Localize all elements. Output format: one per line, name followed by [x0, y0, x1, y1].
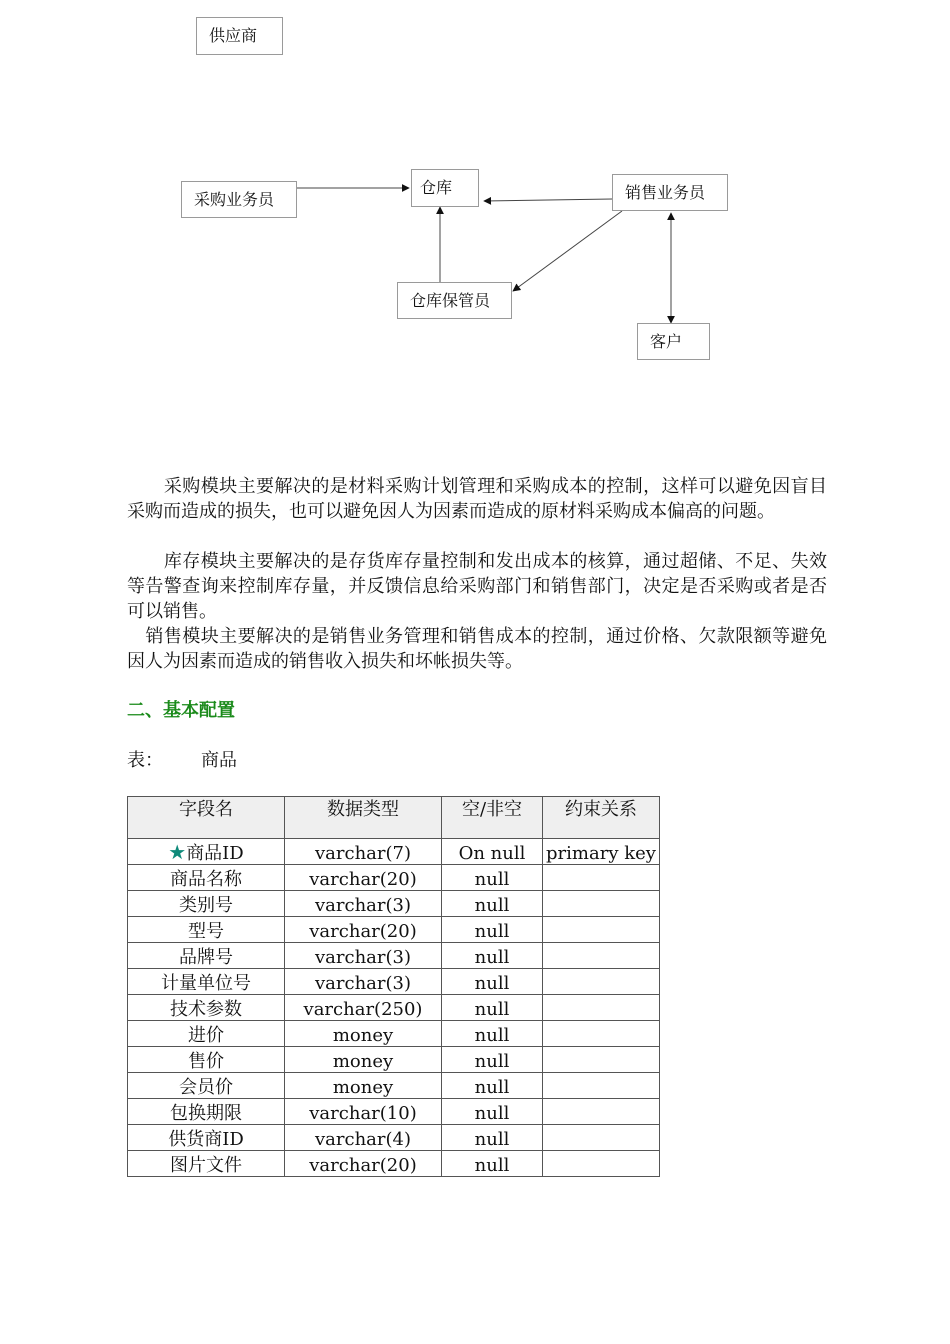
node-supplier: 供应商	[196, 17, 283, 55]
cell-constraint	[543, 1021, 660, 1047]
cell-field-name: 供货商ID	[128, 1125, 285, 1151]
cell-text: 商品ID	[186, 843, 244, 864]
cell-field-name: 进价	[128, 1021, 285, 1047]
cell-field-name: 品牌号	[128, 943, 285, 969]
cell-nullability: null	[442, 1021, 543, 1047]
cell-nullability: null	[442, 1073, 543, 1099]
table-row	[128, 1047, 660, 1073]
paragraph-inventory: 库存模块主要解决的是存货库存量控制和发出成本的核算，通过超储、不足、失效等告警查询来控制库存量，并反馈信息给采购部门和销售部门，决定是否采购或者是否可以销售。	[127, 551, 827, 622]
cell-constraint	[543, 1099, 660, 1125]
cell-field-name: 计量单位号	[128, 969, 285, 995]
cell-data-type: money	[285, 1073, 442, 1099]
cell-nullability: On null	[442, 839, 543, 865]
table-caption-name: 商品	[201, 750, 237, 771]
cell-nullability: null	[442, 1125, 543, 1151]
table-row	[128, 1125, 660, 1151]
cell-constraint	[543, 1151, 660, 1177]
cell-nullability: null	[442, 865, 543, 891]
table-caption	[127, 748, 237, 773]
cell-field-name: 售价	[128, 1047, 285, 1073]
cell-field-name	[128, 839, 285, 865]
cell-field-name: 技术参数	[128, 995, 285, 1021]
cell-constraint	[543, 891, 660, 917]
cell-constraint	[543, 865, 660, 891]
node-keeper: 仓库保管员	[397, 282, 512, 319]
node-warehouse: 仓库	[411, 169, 479, 207]
cell-constraint	[543, 969, 660, 995]
cell-field-name: 类别号	[128, 891, 285, 917]
cell-nullability: null	[442, 969, 543, 995]
cell-nullability: null	[442, 891, 543, 917]
cell-nullability: null	[442, 1151, 543, 1177]
primary-key-star-icon: ★	[168, 840, 187, 864]
cell-nullability: null	[442, 995, 543, 1021]
link-sales-warehouse	[484, 199, 612, 201]
header-data-type: 数据类型	[285, 797, 442, 839]
cell-data-type: varchar(10)	[285, 1099, 442, 1125]
cell-data-type: varchar(7)	[285, 839, 442, 865]
cell-data-type: varchar(3)	[285, 943, 442, 969]
cell-constraint	[543, 995, 660, 1021]
link-sales-keeper	[513, 211, 622, 291]
cell-constraint	[543, 1047, 660, 1073]
table-row	[128, 1073, 660, 1099]
cell-data-type: money	[285, 1047, 442, 1073]
cell-constraint	[543, 917, 660, 943]
cell-data-type: varchar(250)	[285, 995, 442, 1021]
node-customer: 客户	[637, 323, 710, 360]
table-row	[128, 943, 660, 969]
cell-constraint	[543, 1073, 660, 1099]
table-row	[128, 1099, 660, 1125]
cell-data-type: money	[285, 1021, 442, 1047]
cell-nullability: null	[442, 943, 543, 969]
table-row	[128, 1021, 660, 1047]
cell-constraint	[543, 943, 660, 969]
paragraph-purchase: 采购模块主要解决的是材料采购计划管理和采购成本的控制，这样可以避免因盲目采购而造成的损失，也可以避免因人为因素而造成的原材料采购成本偏高的问题。	[127, 476, 827, 522]
header-nullability: 空/非空	[442, 797, 543, 839]
cell-constraint	[543, 1125, 660, 1151]
cell-nullability: null	[442, 917, 543, 943]
cell-field-name: 型号	[128, 917, 285, 943]
table-row	[128, 969, 660, 995]
table-header-row	[128, 797, 660, 839]
cell-data-type: varchar(20)	[285, 865, 442, 891]
cell-data-type: varchar(4)	[285, 1125, 442, 1151]
cell-data-type: varchar(3)	[285, 891, 442, 917]
cell-field-name: 商品名称	[128, 865, 285, 891]
cell-nullability: null	[442, 1099, 543, 1125]
paragraph-sales: 销售模块主要解决的是销售业务管理和销售成本的控制，通过价格、欠款限额等避免因人为因素而造成的销售收入损失和坏帐损失等。	[127, 626, 827, 672]
flow-diagram	[0, 0, 950, 420]
cell-data-type: varchar(20)	[285, 1151, 442, 1177]
table-row	[128, 917, 660, 943]
cell-nullability: null	[442, 1047, 543, 1073]
header-constraint: 约束关系	[543, 797, 660, 839]
cell-field-name: 包换期限	[128, 1099, 285, 1125]
cell-data-type: varchar(3)	[285, 969, 442, 995]
table-row	[128, 1151, 660, 1177]
cell-data-type: varchar(20)	[285, 917, 442, 943]
cell-constraint: primary key	[543, 839, 660, 865]
cell-field-name: 图片文件	[128, 1151, 285, 1177]
fields-table	[127, 796, 660, 1177]
node-purchaser: 采购业务员	[181, 181, 297, 218]
table-row	[128, 995, 660, 1021]
header-field-name: 字段名	[128, 797, 285, 839]
table-row	[128, 839, 660, 865]
diagram-links	[0, 0, 950, 420]
table-row	[128, 865, 660, 891]
table-caption-label: 表：	[127, 750, 163, 771]
cell-field-name: 会员价	[128, 1073, 285, 1099]
section-heading: 二、基本配置	[127, 700, 235, 721]
node-sales: 销售业务员	[612, 174, 728, 211]
table-row	[128, 891, 660, 917]
